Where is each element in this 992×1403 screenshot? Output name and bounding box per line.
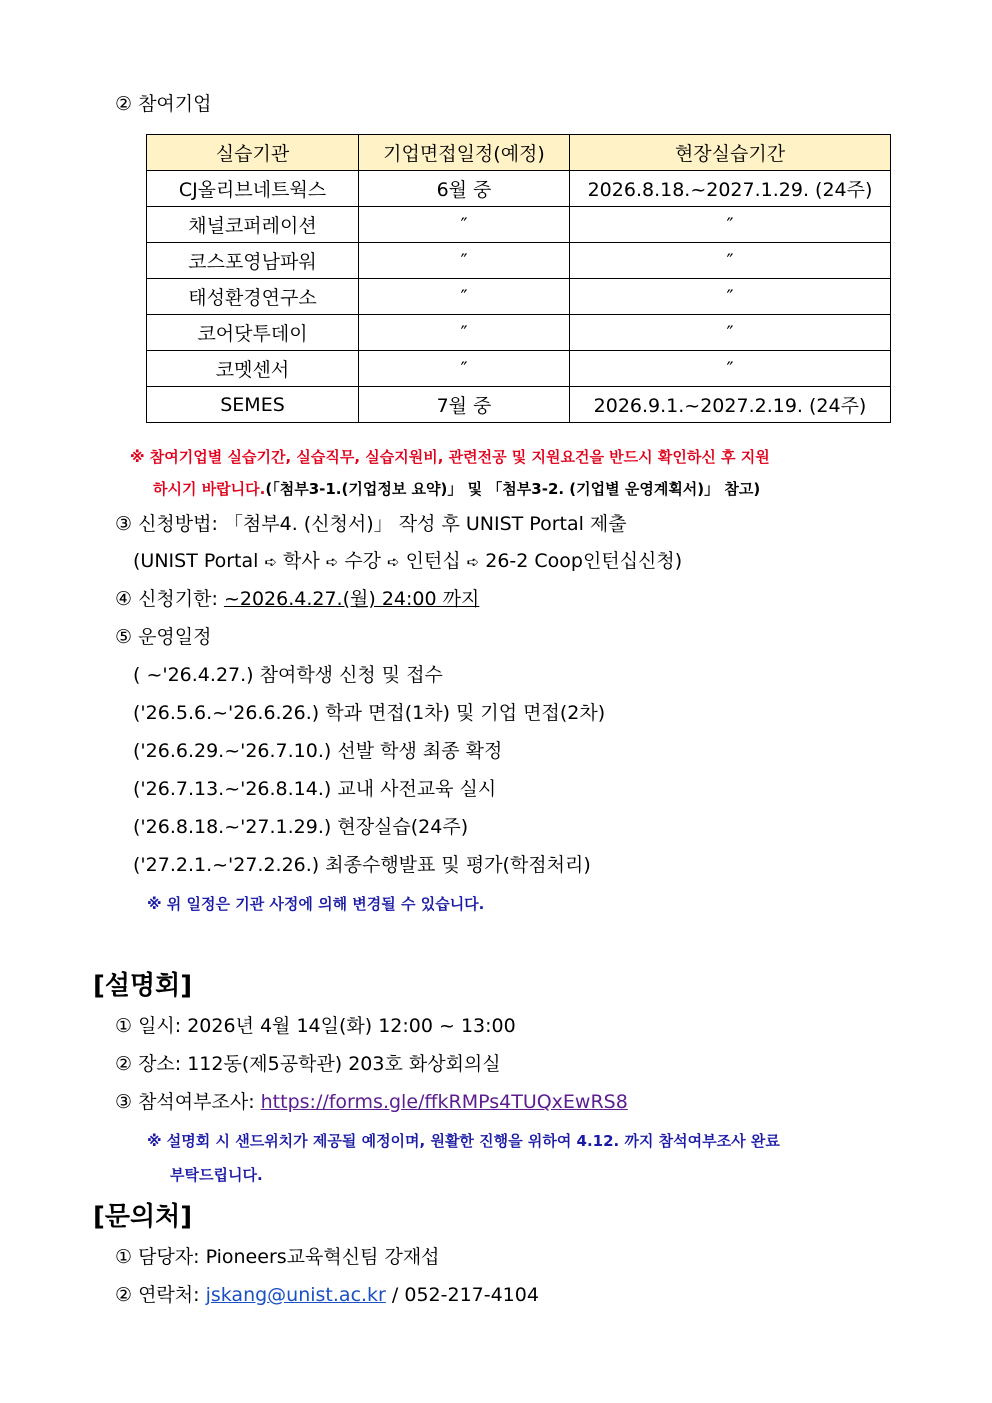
briefing-date: ① 일시: 2026년 4월 14일(화) 12:00 ~ 13:00 — [115, 1015, 516, 1037]
notice-line-2-reference: (「첨부3-1.(기업정보 요약)」 및 「첨부3-2. (기업별 운영계획서)」 참고) — [265, 480, 761, 498]
schedule-note: ※ 위 일정은 기관 사정에 의해 변경될 수 있습니다. — [147, 895, 485, 913]
arrow-right-icon: ➪ — [466, 553, 480, 571]
briefing-survey — [115, 1090, 628, 1114]
table-header-cell: 현장실습기간 — [570, 135, 891, 171]
contact-person: ① 담당자: Pioneers교육혁신팀 강재섭 — [115, 1246, 440, 1268]
table-cell: ″ — [359, 207, 570, 243]
schedule-title: ⑤ 운영일정 — [115, 626, 212, 648]
arrow-right-icon: ➪ — [387, 553, 400, 571]
table-cell: 채널코퍼레이션 — [147, 207, 359, 243]
apply-path-step: 학사 — [283, 550, 320, 572]
survey-label: ③ 참석여부조사: — [115, 1091, 261, 1113]
deadline-value: ~2026.4.27.(월) 24:00 까지 — [223, 588, 480, 610]
apply-method: ③ 신청방법: 「첨부4. (신청서)」 작성 후 UNIST Portal 제출 — [115, 513, 627, 535]
table-header-cell: 실습기관 — [147, 135, 359, 171]
table-cell: ″ — [570, 315, 891, 351]
table-header-row — [147, 135, 891, 171]
table-cell: 코어닷투데이 — [147, 315, 359, 351]
table-cell: 코멧센서 — [147, 351, 359, 387]
table-cell: ″ — [570, 207, 891, 243]
table-cell: ″ — [570, 243, 891, 279]
notice-line-1: ※ 참여기업별 실습기간, 실습직무, 실습지원비, 관련전공 및 지원요건을 반드시 확인하신 후 지원 — [130, 448, 770, 466]
briefing-place: ② 장소: 112동(제5공학관) 203호 화상회의실 — [115, 1053, 501, 1075]
schedule-item: ('27.2.1.~'27.2.26.) 최종수행발표 및 평가(학점처리) — [133, 854, 591, 876]
table-row — [147, 243, 891, 279]
briefing-heading: [설명회] — [93, 971, 193, 1001]
apply-path-step: 26-2 Coop인턴십신청) — [485, 550, 683, 572]
apply-path-step: 인턴십 — [405, 550, 461, 572]
table-cell: SEMES — [147, 387, 359, 423]
table-row — [147, 315, 891, 351]
contact-phone: / 052-217-4104 — [385, 1284, 539, 1306]
contact-phone-label: ② 연락처: — [115, 1284, 206, 1306]
notice-line-2 — [153, 478, 760, 500]
schedule-item: ('26.6.29.~'26.7.10.) 선발 학생 최종 확정 — [133, 740, 503, 762]
table-cell: 6월 중 — [359, 171, 570, 207]
section-title-participating-companies: ② 참여기업 — [115, 93, 212, 115]
table-cell: 코스포영남파워 — [147, 243, 359, 279]
table-cell: ″ — [359, 351, 570, 387]
table-cell: ″ — [570, 279, 891, 315]
contact-email-link[interactable]: jskang@unist.ac.kr — [205, 1284, 386, 1306]
table-row — [147, 387, 891, 423]
table-cell: ″ — [359, 279, 570, 315]
schedule-item: ( ~'26.4.27.) 참여학생 신청 및 접수 — [133, 664, 443, 686]
apply-path-step: (UNIST Portal — [133, 550, 259, 572]
companies-table — [146, 134, 891, 423]
survey-link[interactable]: https://forms.gle/ffkRMPs4TUQxEwRS8 — [260, 1091, 628, 1113]
table-cell: 2026.9.1.~2027.2.19. (24주) — [570, 387, 891, 423]
contact-info — [115, 1283, 539, 1307]
table-cell: 7월 중 — [359, 387, 570, 423]
arrow-right-icon: ➪ — [325, 553, 339, 571]
table-header-cell: 기업면접일정(예정) — [359, 135, 570, 171]
table-row — [147, 351, 891, 387]
table-cell: ″ — [359, 315, 570, 351]
contact-heading: [문의처] — [93, 1202, 193, 1232]
deadline-label: ④ 신청기한: — [115, 588, 224, 610]
schedule-item: ('26.7.13.~'26.8.14.) 교내 사전교육 실시 — [133, 778, 497, 800]
table-cell: CJ올리브네트웍스 — [147, 171, 359, 207]
table-row — [147, 207, 891, 243]
briefing-note-line-1: ※ 설명회 시 샌드위치가 제공될 예정이며, 원활한 진행을 위하여 4.12. 까지 참석여부조사 완료 — [147, 1132, 780, 1150]
apply-path — [133, 549, 682, 574]
table-cell: 태성환경연구소 — [147, 279, 359, 315]
table-row — [147, 171, 891, 207]
notice-line-2-red: 하시기 바랍니다. — [153, 480, 266, 498]
schedule-item: ('26.8.18.~'27.1.29.) 현장실습(24주) — [133, 816, 469, 838]
deadline — [115, 587, 479, 611]
schedule-item: ('26.5.6.~'26.6.26.) 학과 면접(1차) 및 기업 면접(2차) — [133, 702, 606, 724]
apply-path-step: 수강 — [344, 550, 382, 572]
briefing-note-line-2: 부탁드립니다. — [170, 1166, 263, 1184]
table-cell: ″ — [570, 351, 891, 387]
table-cell: ″ — [359, 243, 570, 279]
table-row — [147, 279, 891, 315]
arrow-right-icon: ➪ — [264, 553, 278, 571]
table-cell: 2026.8.18.~2027.1.29. (24주) — [570, 171, 891, 207]
